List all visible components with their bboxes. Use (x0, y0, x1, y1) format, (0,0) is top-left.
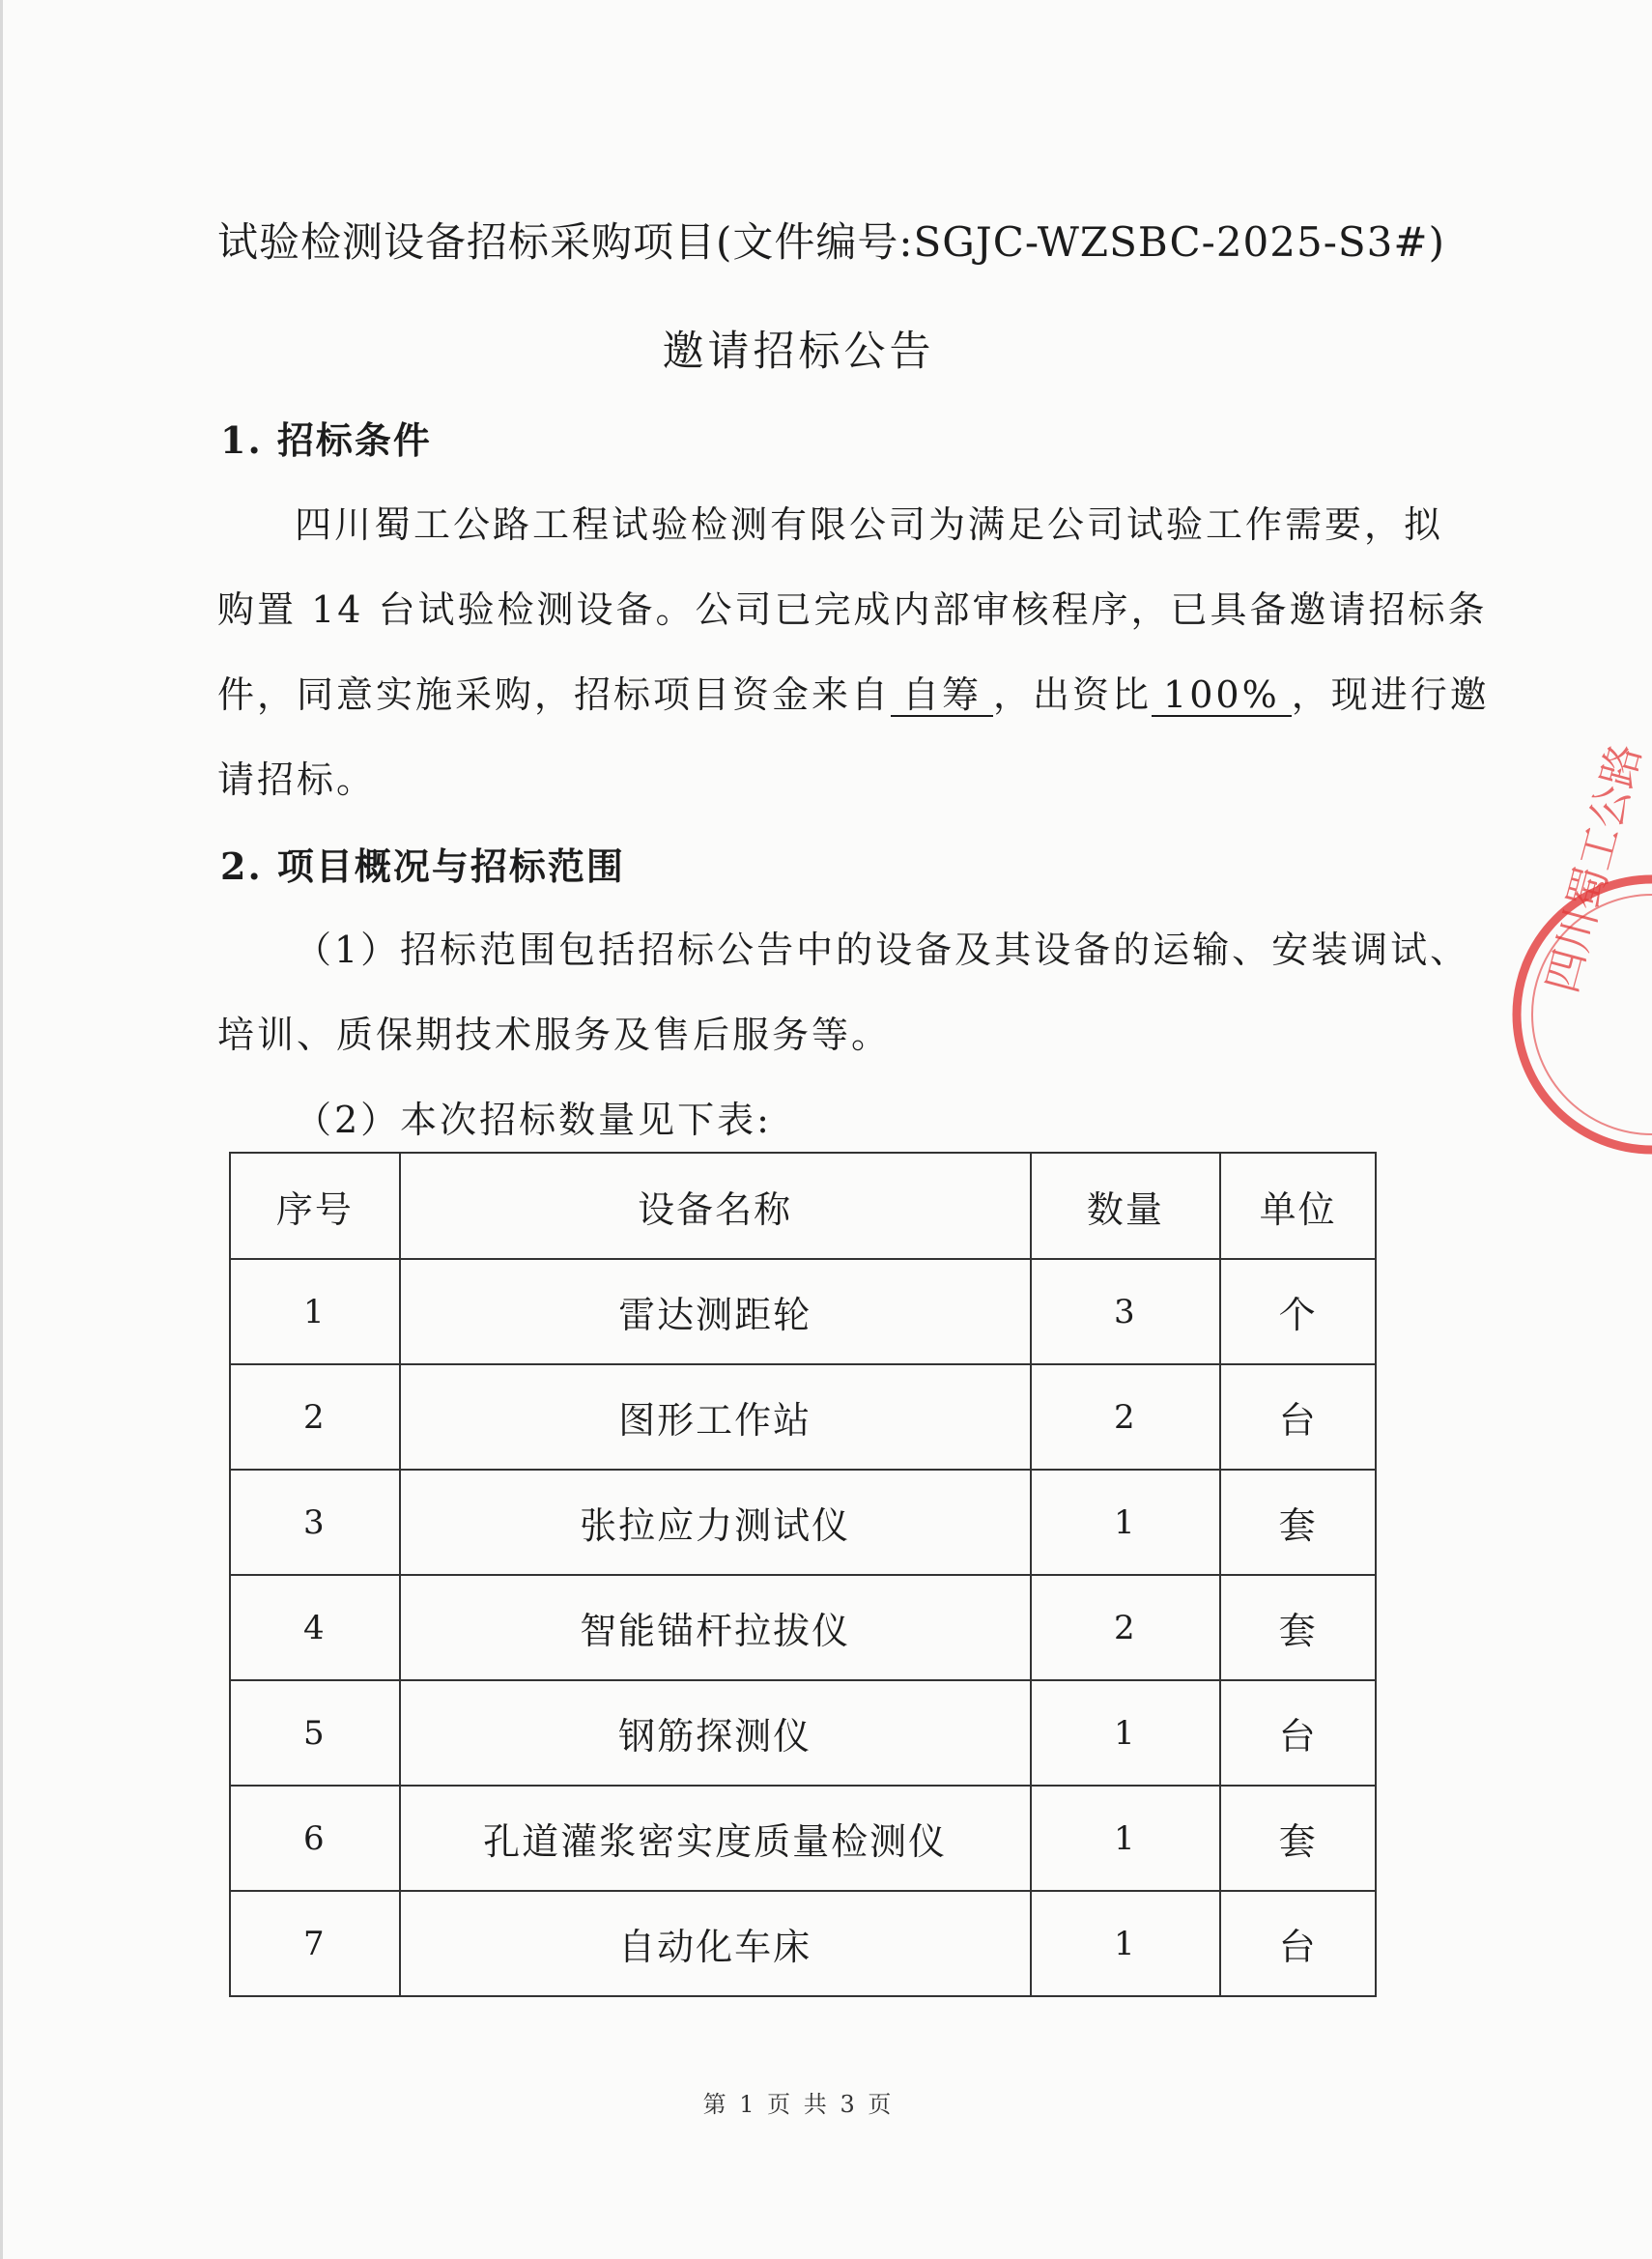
row-equipment-name: 雷达测距轮 (400, 1259, 1031, 1364)
header-equipment-name: 设备名称 (400, 1153, 1031, 1259)
line-3-text-c: ，现进行邀 (1291, 673, 1490, 716)
line-3-text-b: ，出资比 (993, 673, 1153, 716)
row-quantity: 2 (1031, 1364, 1221, 1470)
page-footer: 第 1 页 共 3 页 (702, 2091, 895, 2118)
row-equipment-name: 图形工作站 (400, 1364, 1031, 1470)
table-row (230, 1259, 1376, 1364)
company-seal-icon (1507, 738, 1652, 1179)
row-unit: 个 (1220, 1259, 1376, 1364)
row-equipment-name: 孔道灌浆密实度质量检测仪 (400, 1786, 1031, 1891)
row-quantity: 1 (1031, 1680, 1221, 1786)
document-subtitle: 邀请招标公告 (662, 328, 935, 376)
table-row (230, 1786, 1376, 1891)
header-unit: 单位 (1220, 1153, 1376, 1259)
row-quantity: 1 (1031, 1891, 1221, 1996)
row-index: 2 (230, 1364, 400, 1470)
table-row (230, 1364, 1376, 1470)
fund-ratio-value: 100% (1152, 676, 1292, 717)
section-1-line-3 (217, 665, 1490, 718)
section-1-line-4: 请招标。 (217, 758, 377, 801)
row-unit: 套 (1220, 1575, 1376, 1680)
row-quantity: 1 (1031, 1470, 1221, 1575)
header-index: 序号 (230, 1153, 400, 1259)
table-row (230, 1680, 1376, 1786)
row-index: 3 (230, 1470, 400, 1575)
row-unit: 台 (1220, 1680, 1376, 1786)
table-header-row (230, 1153, 1376, 1259)
row-quantity: 1 (1031, 1786, 1221, 1891)
row-unit: 台 (1220, 1891, 1376, 1996)
document-title: 试验检测设备招标采购项目(文件编号:SGJC-WZSBC-2025-S3#) (217, 218, 1445, 266)
row-unit: 套 (1220, 1470, 1376, 1575)
header-quantity: 数量 (1031, 1153, 1221, 1259)
row-unit: 台 (1220, 1364, 1376, 1470)
table-row (230, 1575, 1376, 1680)
section-1-line-1: 四川蜀工公路工程试验检测有限公司为满足公司试验工作需要，拟 (295, 503, 1444, 546)
row-equipment-name: 钢筋探测仪 (400, 1680, 1031, 1786)
row-equipment-name: 智能锚杆拉拔仪 (400, 1575, 1031, 1680)
row-quantity: 2 (1031, 1575, 1221, 1680)
section-2-p1-line-1: （1）招标范围包括招标公告中的设备及其设备的运输、安装调试、 (295, 929, 1470, 971)
row-index: 4 (230, 1575, 400, 1680)
row-index: 7 (230, 1891, 400, 1996)
section-1-line-2: 购置 14 台试验检测设备。公司已完成内部审核程序，已具备邀请招标条 (217, 588, 1488, 631)
section-2-p1-line-2: 培训、质保期技术服务及售后服务等。 (217, 1014, 892, 1056)
equipment-table (229, 1152, 1377, 1997)
section-1-heading: 1. 招标条件 (220, 418, 432, 462)
table-row (230, 1891, 1376, 1996)
row-equipment-name: 张拉应力测试仪 (400, 1470, 1031, 1575)
row-index: 5 (230, 1680, 400, 1786)
line-3-text-a: 件，同意实施采购，招标项目资金来自 (217, 673, 892, 716)
row-quantity: 3 (1031, 1259, 1221, 1364)
row-equipment-name: 自动化车床 (400, 1891, 1031, 1996)
svg-text:四川蜀工公路: 四川蜀工公路 (1537, 738, 1651, 998)
row-index: 1 (230, 1259, 400, 1364)
section-2-p2: （2）本次招标数量见下表: (295, 1099, 772, 1141)
table-row (230, 1470, 1376, 1575)
row-unit: 套 (1220, 1786, 1376, 1891)
fund-source-value: 自筹 (891, 676, 993, 717)
section-2-heading: 2. 项目概况与招标范围 (220, 844, 625, 888)
row-index: 6 (230, 1786, 400, 1891)
